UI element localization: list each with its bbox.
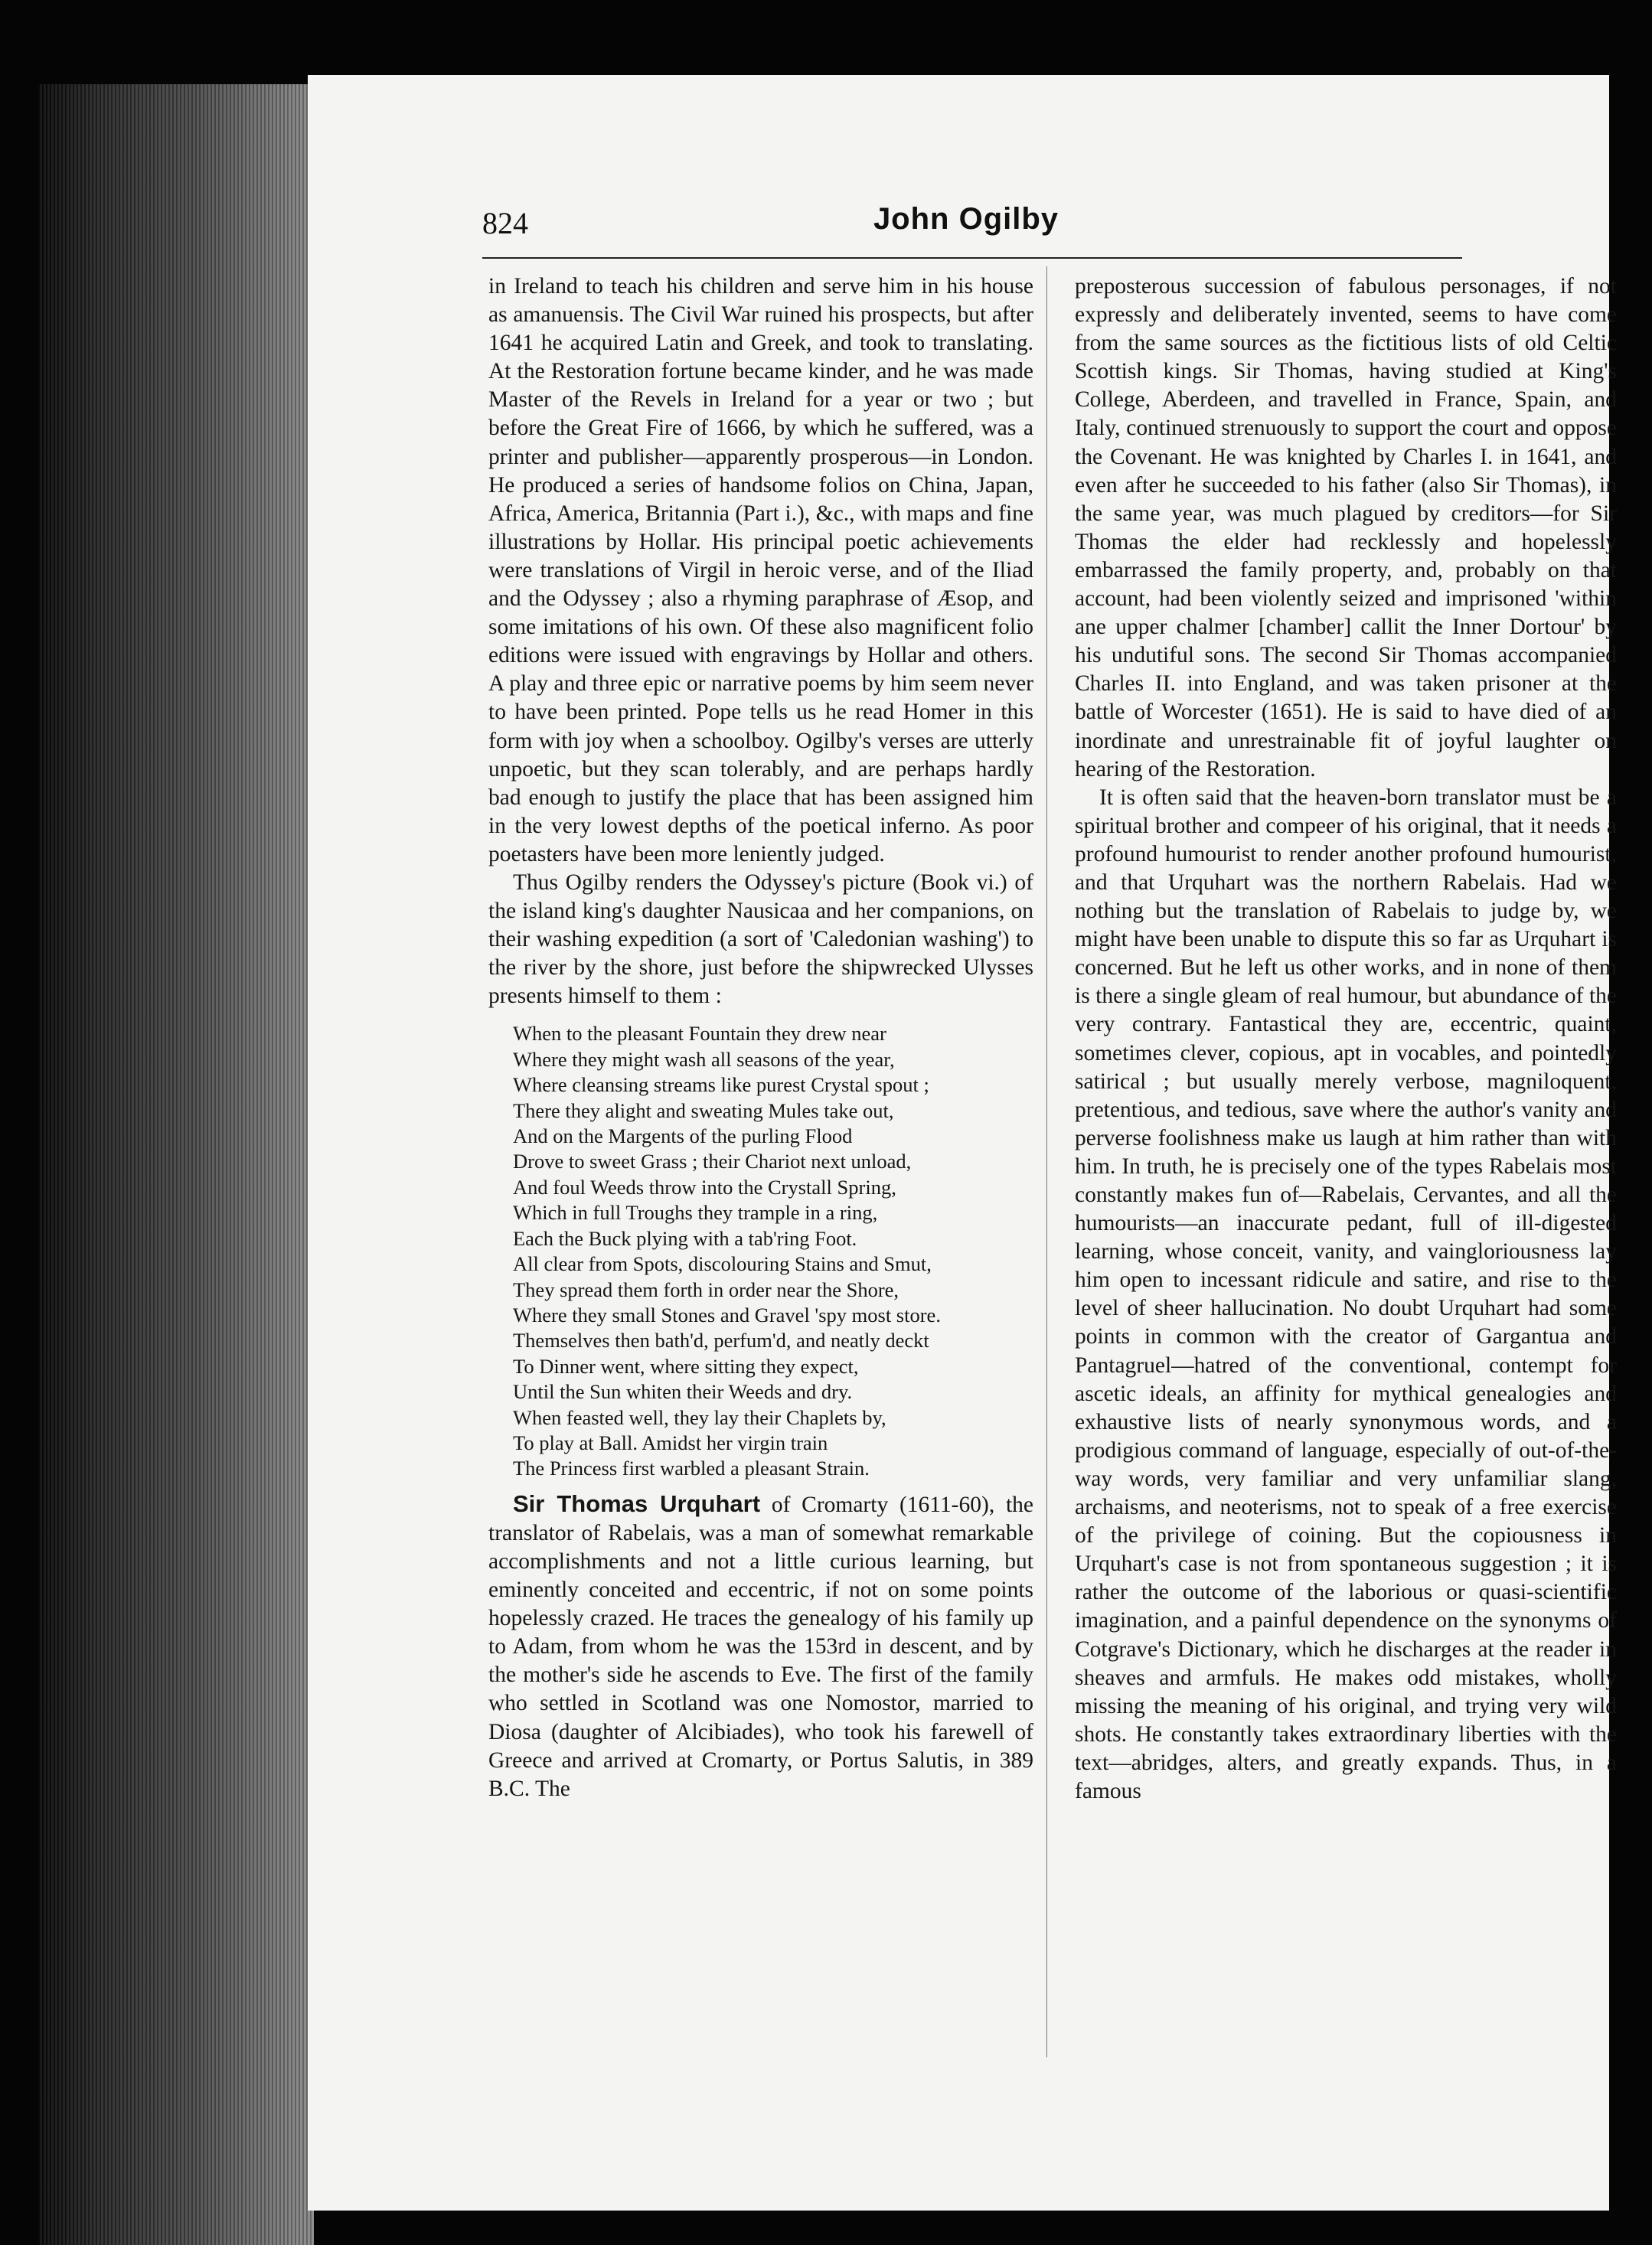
poem-line: And foul Weeds throw into the Crystall Spring, bbox=[513, 1175, 896, 1199]
urquhart-section bbox=[488, 1490, 1033, 1803]
poem-line: Where they might wash all seasons of the year, bbox=[513, 1047, 895, 1071]
poem-line: Where cleansing streams like purest Crystal spout ; bbox=[513, 1073, 929, 1097]
poem-line: When feasted well, they lay their Chaplets by, bbox=[513, 1405, 886, 1429]
right-paragraph-2: It is often said that the heaven-born translator must be a spiritual brother and compeer of his original, that it needs a profound humourist to render another profound humourist, and that Urquhart was the northern Rabelais. Had we nothing but the translation of Rabelais to judge by, we might have been unable to dispute this so far as Urquhart is concerned. But he left us other works, and in none of them is there a single gleam of real humour, but abundance of the very contrary. Fantastical they are, eccentric, quaint, sometimes clever, copious, apt in vocables, and pointedly satirical ; but usually merely verbose, magniloquent, pretentious, and tedious, save where the author's vanity and perverse foolishness make us laugh at him rather than with him. In truth, he is precisely one of the types Rabelais most constantly makes fun of—Rabelais, Cervantes, and all the humourists—an inaccurate pedant, full of ill-digested learning, whose conceit, vanity, and vaingloriousness lay him open to incessant ridicule and satire, and rise to the level of sheer hallucination. No doubt Urquhart had some points in common with the creator of Gargantua and Pantagruel—hatred of the conventional, contempt for ascetic ideals, an affinity for mythical genealogies and exhaustive lists of nearly synonymous words, and a prodigious command of language, especially of out-of-the-way words, very familiar and very unfamiliar slang, archaisms, and neoterisms, not to speak of a free exercise of the privilege of coining. But the copiousness in Urquhart's case is not from spontaneous suggestion ; it is rather the outcome of the laborious or quasi-scientific imagination, and a painful dependence on the synonyms of Cotgrave's Dictionary, which he discharges at the reader in sheaves and armfuls. He makes odd mistakes, wholly missing the meaning of his original, and trying very wild shots. He constantly takes extraordinary liberties with the text—abridges, alters, and greatly expands. Thus, in a famous bbox=[1075, 785, 1617, 1803]
header-rule bbox=[482, 257, 1462, 259]
poem-line: Which in full Troughs they trample in a ring, bbox=[513, 1201, 878, 1225]
running-title: John Ogilby bbox=[873, 202, 1059, 236]
poem-line: They spread them forth in order near the Shore, bbox=[513, 1277, 899, 1301]
section-heading: Sir Thomas Urquhart bbox=[513, 1490, 761, 1517]
book-page-edges bbox=[38, 84, 314, 2245]
poem-line: Themselves then bath'd, perfum'd, and neatly deckt bbox=[513, 1329, 929, 1353]
poem-excerpt bbox=[513, 1021, 1033, 1481]
right-paragraph-1: preposterous succession of fabulous personages, if not expressly and deliberately invented, seems to have come from the same sources as the fictitious lists of old Celtic Scottish kings. Sir Thomas, having studied at King's College, Aberdeen, and travelled in France, Spain, and Italy, continued strenuously to support the court and oppose the Covenant. He was knighted by Charles I. in 1641, and even after he succeeded to his father (also Sir Thomas), in the same year, was much plagued by creditors—for Sir Thomas the elder had recklessly and hopelessly embarrassed the family property, and, probably on that account, had been violently seized and imprisoned 'within ane upper chalmer [chamber] callit the Inner Dortour' by his undutiful sons. The second Sir Thomas accompanied Charles II. into England, and was taken prisoner at the battle of Worcester (1651). He is said to have died of an inordinate and unrestrainable fit of joyful laughter on hearing of the Restoration. bbox=[1075, 274, 1617, 782]
left-column bbox=[488, 272, 1033, 1803]
poem-line: To play at Ball. Amidst her virgin train bbox=[513, 1431, 828, 1454]
right-column bbox=[1075, 272, 1617, 1806]
poem-line: Where they small Stones and Gravel 'spy most store. bbox=[513, 1303, 941, 1326]
poem-line: Until the Sun whiten their Weeds and dry. bbox=[513, 1380, 853, 1404]
poem-line: All clear from Spots, discolouring Stains and Smut, bbox=[513, 1252, 932, 1276]
poem-line: Drove to sweet Grass ; their Chariot next unload, bbox=[513, 1150, 912, 1173]
poem-line: There they alight and sweating Mules take out, bbox=[513, 1098, 894, 1122]
poem-line: When to the pleasant Fountain they drew near bbox=[513, 1022, 886, 1046]
poem-line: To Dinner went, where sitting they expect, bbox=[513, 1354, 859, 1378]
column-divider bbox=[1046, 266, 1047, 2057]
poem-line: The Princess first warbled a pleasant Strain. bbox=[513, 1457, 870, 1480]
section-text: of Cromarty (1611-60), the translator of Rabelais, was a man of somewhat remarkable accomplishments and not a little curious learning, but eminently conceited and eccentric, if not on some points hopelessly crazed. He traces the genealogy of his family up to Adam, from whom he was the 153rd in descent, and by the mother's side he ascends to Eve. The first of the family who settled in Scotland was one Nomostor, married to Diosa (daughter of Alcibiades), who took his farewell of Greece and arrived at Cromarty, or Portus Salutis, in 389 B.C. The bbox=[488, 1492, 1033, 1801]
poem-line: And on the Margents of the purling Flood bbox=[513, 1124, 853, 1148]
left-paragraph-2: Thus Ogilby renders the Odyssey's picture (Book vi.) of the island king's daughter Nausicaa and her companions, on their washing expedition (a sort of 'Caledonian washing') to the river by the shore, just before the shipwrecked Ulysses presents himself to them : bbox=[488, 870, 1033, 1009]
book-page bbox=[308, 75, 1617, 2211]
left-paragraph-1: in Ireland to teach his children and serve him in his house as amanuensis. The Civil War ruined his prospects, but after 1641 he acquired Latin and Greek, and took to translating. At the Restoration fortune became kinder, and he was made Master of the Revels in Ireland for a year or two ; but before the Great Fire of 1666, by which he suffered, was a printer and publisher—apparently prosperous—in London. He produced a series of handsome folios on China, Japan, Africa, America, Britannia (Part i.), &c., with maps and fine illustrations by Hollar. His principal poetic achievements were translations of Virgil in heroic verse, and of the Iliad and the Odyssey ; also a rhyming paraphrase of Æsop, and some imitations of his own. Of these also magnificent folio editions were issued with engravings by Hollar and others. A play and three epic or narrative poems by him seem never to have been printed. Pope tells us he read Homer in this form with joy when a schoolboy. Ogilby's verses are utterly unpoetic, but they scan tolerably, and are perhaps hardly bad enough to justify the place that has been assigned him in the very lowest depths of the poetical inferno. As poor poetasters have been more leniently judged. bbox=[488, 274, 1033, 866]
page-number: 824 bbox=[482, 206, 528, 240]
poem-line: Each the Buck plying with a tab'ring Foot. bbox=[513, 1226, 857, 1250]
